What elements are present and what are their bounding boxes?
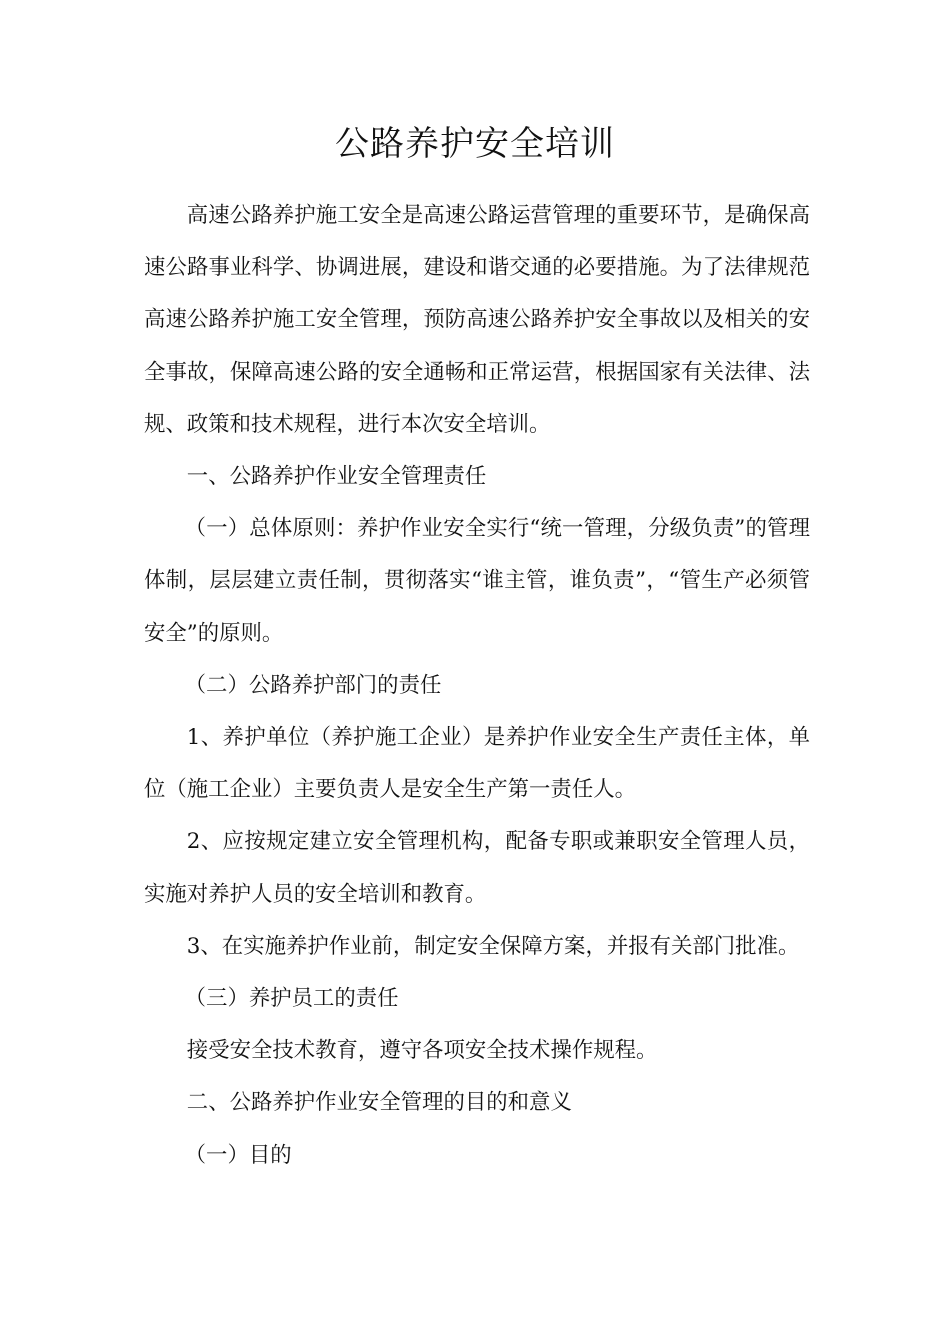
list-item-3: 3、在实施养护作业前，制定安全保障方案，并报有关部门批准。: [186, 933, 800, 959]
list-item-2: 2、应按规定建立安全管理机构，配备专职或兼职安全管理人员，实施对养护人员的安全培训和教育。: [144, 829, 810, 907]
section-heading-2: 二、公路养护作业安全管理的目的和意义: [186, 1090, 572, 1116]
employee-duty-paragraph: 接受安全技术教育，遵守各项安全技术操作规程。: [186, 1038, 658, 1064]
subsection-heading-3: （三）养护员工的责任: [184, 986, 399, 1012]
document-body: [144, 190, 810, 1182]
intro-paragraph: 高速公路养护施工安全是高速公路运营管理的重要环节，是确保高速公路事业科学、协调进展，建设和谐交通的必要措施。为了法律规范高速公路养护施工安全管理，预防高速公路养护安全事故以及相关的安全事故，保障高速公路的安全通畅和正常运营，根据国家有关法律、法规、政策和技术规程，进行本次安全培训。: [144, 203, 810, 437]
subsection-heading-2: （二）公路养护部门的责任: [184, 672, 442, 698]
principle-paragraph: （一）总体原则：养护作业安全实行“统一管理，分级负责”的管理体制，层层建立责任制，贯彻落实“谁主管，谁负责”，“管生产必须管安全”的原则。: [144, 516, 810, 646]
document-title: 公路养护安全培训: [335, 124, 615, 164]
section-heading-1: 一、公路养护作业安全管理责任: [186, 464, 487, 490]
list-item-1: 1、养护单位（养护施工企业）是养护作业安全生产责任主体，单位（施工企业）主要负责人是安全生产第一责任人。: [144, 725, 810, 803]
subsection-heading-purpose: （一）目的: [184, 1142, 292, 1168]
